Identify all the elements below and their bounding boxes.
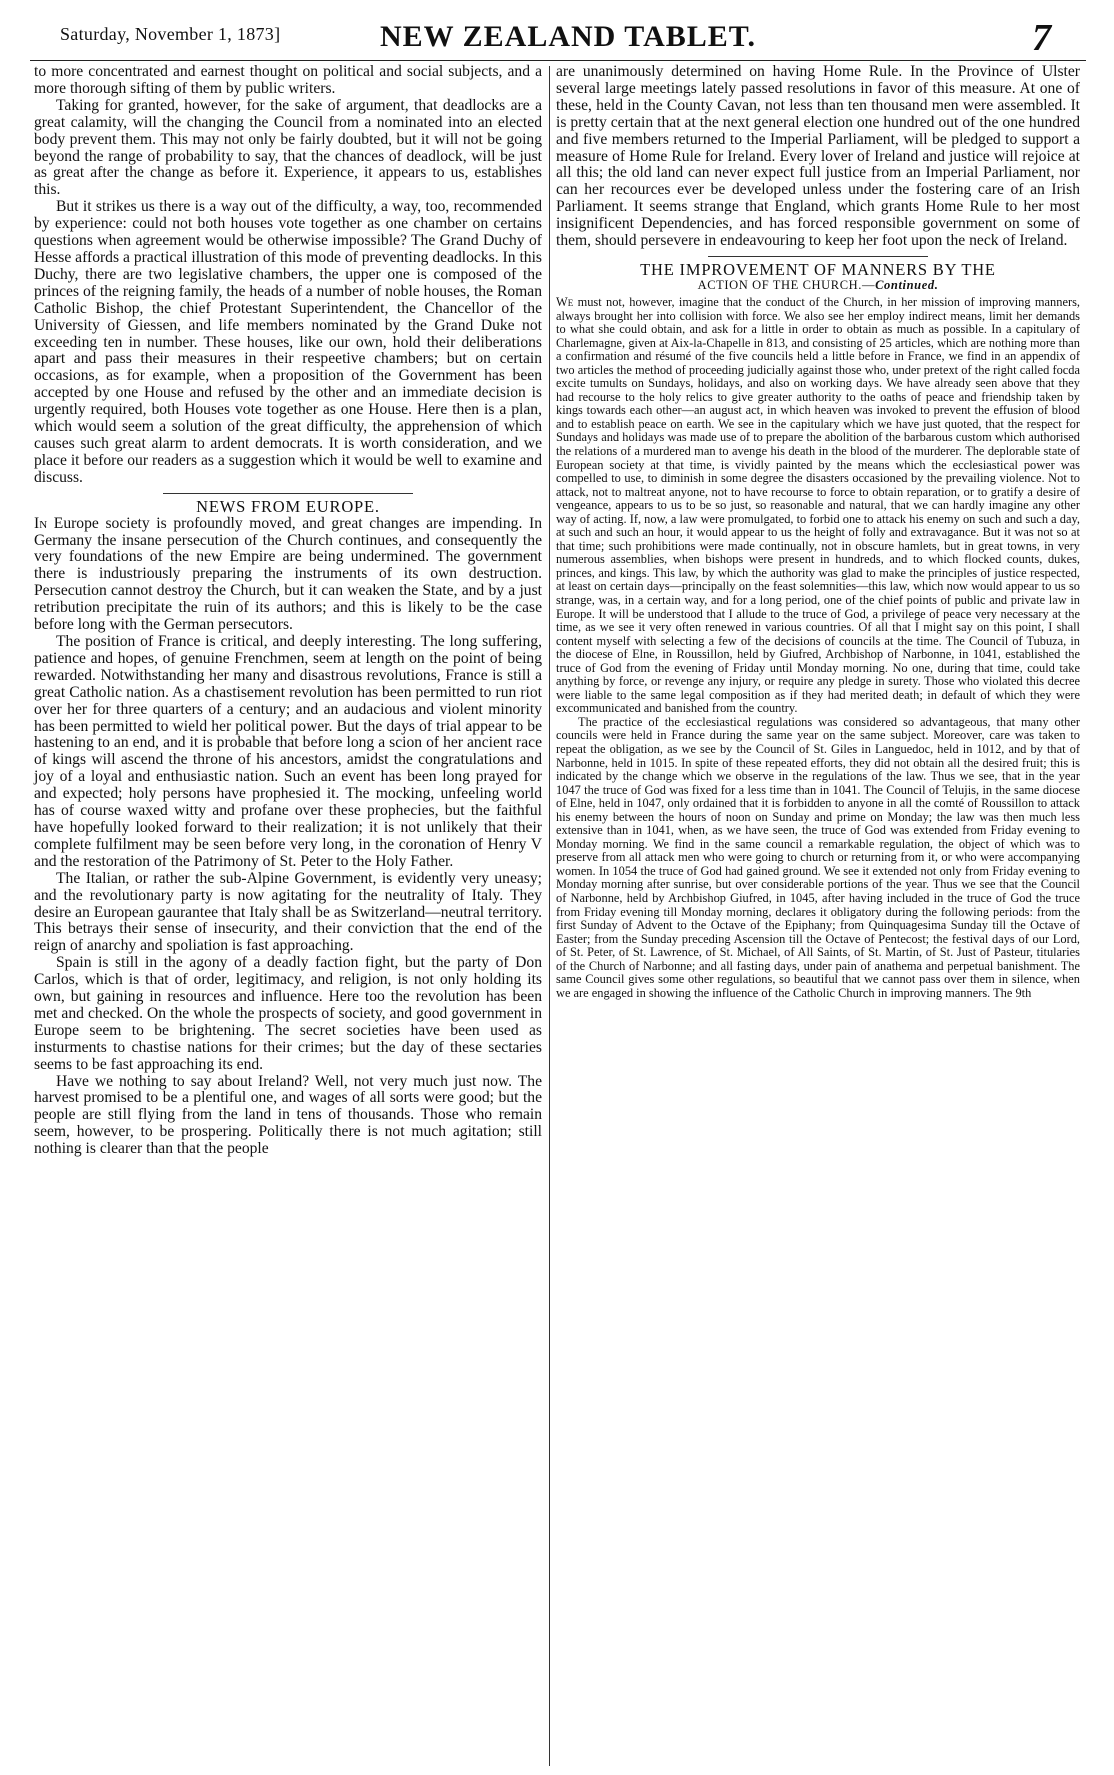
article-subheading-text: ACTION OF THE CHURCH.— (697, 277, 876, 292)
newspaper-title: NEW ZEALAND TABLET. (380, 20, 757, 53)
column-divider (549, 66, 550, 1766)
article-first-word: We (556, 294, 574, 309)
news-paragraph: The position of France is critical, and deeply interesting. The long suffering, patience and hopes, of genuine Frenchmen, seem at length on the point of being rewarded. Notwithstanding her many and disastrous revolutions, France is still a great Catholic nation. As a chastisement revolution has been permitted to run riot over her for three quarters of a century; and an audacious and violent minority has been permitted to wield her political power. But the days of trial appear to be hastening to an end, and it is probable that before long a scion of her ancient race of kings will ascend the throne of his ancestors, amidst the congratulations and joy of a loyal and enthusiastic nation. Such an event has been long prayed for and expected; holy persons have prophesied it. The mocking, unfeeling world has of course waxed witty and profane over these prophecies, but the faithful have hopefully looked forward to their realization; it is not unlikely that their complete fulfilment may be seen before very long, in the coronation of Henry V and the restoration of the Patrimony of St. Peter to the Holy Father. (34, 633, 542, 870)
news-paragraph: Have we nothing to say about Ireland? Well, not very much just now. The harvest promised to be a plentiful one, and wages of all sorts were good; but the people are still flying from the land in tens of thousands. Those who remain seem, however, to be prospering. Politically there is not much agitation; still nothing is clearer than that the people (34, 1072, 542, 1158)
news-paragraph: Spain is still in the agony of a deadly faction fight, but the party of Don Carlos, which is that of order, legitimacy, and religion, is not only holding its own, but gaining in resources and influence. Here too the revolution has been met and checked. On the whole the prospects of society, and good government in Europe seem to be brightening. The secret societies have been used as insturments to chastise nations for their crimes; but the day of these sectaries seems to be fast approaching its end. (34, 954, 542, 1073)
section-rule (163, 493, 413, 494)
news-paragraph-text: Europe society is profoundly moved, and great changes are impending. In Germany the insane persecution of the Church continues, and consequently the very foundations of the new Empire are being undermined. The government there is industriously preparing the instruments of its own destruction. Persecution cannot destroy the Church, but it can weaken the State, and by a just retribution precipitate the ruin of its authors; and this is likely to be the case before long with the German persecutors. (34, 514, 543, 634)
ireland-paragraph: are unanimously determined on having Home Rule. In the Province of Ulster several large meetings lately passed resolutions in favor of this measure. At one of these, held in the County Cavan, not less than ten thousand men were assembled. It is pretty certain that at the next general election one hundred out of the one hundred and five members returned to the Imperial Parliament, will be pledged to support a measure of Home Rule for Ireland. Every lover of Ireland and justice will rejoice at all this; the old land can never expect full justice from an Imperial Parliament, nor can her recources ever be developed unless under the fostering care of an Irish Parliament. It seems strange that England, which grants Home Rule to her most insignificent Dependencies, and has forced responsible government on some of them, should persevere in endeavouring to keep her foot upon the neck of Ireland. (556, 63, 1080, 250)
right-column (556, 64, 1080, 1000)
editorial-paragraph: Taking for granted, however, for the sake of argument, that deadlocks are a great calamity, will the changing the Council from a nominated into an elected body prevent them. This may not only be fairly doubted, but it will not be going beyond the range of probability to say, that the chances of deadlock, will be just as great after the change as before it. Experience, it appears to us, establishes this. (34, 96, 542, 199)
news-paragraph (34, 516, 542, 634)
news-first-word: In (34, 514, 48, 532)
continued-label: Continued. (875, 277, 939, 292)
left-column (34, 64, 542, 1158)
section-rule (708, 256, 928, 257)
article-paragraph: The practice of the ecclesiastical regulations was considered so advantageous, that many other councils were held in France during the same year on the same subject. Moreover, care was taken to repeat the obligation, as we see by the Council of St. Giles in Languedoc, held in 1012, and by that of Narbonne, held in 1015. In spite of these repeated efforts, they did not obtain all the desired fruit; this is indicated by the change which we observe in the regulations of the law. Thus we see, that in the year 1047 the truce of God was fixed for a less time than in 1041. The Council of Telujis, in the same diocese of Elne, held in 1047, only ordained that it is forbidden to anyone in all the comté of Roussillon to attack his enemy between the hours of noon on Sunday and prime on Monday; the law was then much less extensive than in 1041, when, as we have seen, the truce of God was extended from Friday evening to Monday morning. We find in the same council a remarkable regulation, the object of which was to preserve from all attack men who were going to church or returning from it, or who were accompanying women. In 1054 the truce of God had gained ground. We see it extended not only from Friday evening to Monday morning after sunrise, but over considerable portions of the year. Thus we see that the Council of Narbonne, held by Archbishop Giufred, in 1045, after having included in the truce of God the truce from Friday evening till Monday morning, declares it obligatory during the following periods: from the first Sunday of Advent to the Octave of the Epiphany; from Quinquagesima Sunday till the Octave of Easter; from the Sunday preceding Ascension till the Octave of Pentecost; the festival days of our Lord, of St. Peter, of St. Lawrence, of St. Michael, of All Saints, of St. Martin, of St. Just of Pasteur, titularies of the Church of Narbonne; and all fasting days, under pain of anathema and perpetual banishment. The same Council gives some other regulations, so beautiful that we cannot pass over them in silence, when we are engaged in showing the influence of the Catholic Church in improving manners. The 9th (556, 714, 1080, 1000)
page-number: 7 (1032, 17, 1051, 59)
editorial-paragraph: to more concentrated and earnest thought on political and social subjects, and a more thorough sifting of them by public writers. (34, 63, 542, 97)
masthead (0, 0, 1114, 60)
masthead-rule (30, 60, 1086, 61)
news-heading: NEWS FROM EUROPE. (196, 496, 380, 516)
editorial-paragraph: But it strikes us there is a way out of the difficulty, a way, too, recommended by experience: could not both houses vote together as one chamber on certains questions when agreement would be otherwise impossible? The Grand Duchy of Hesse affords a practical illustration of this mode of preventing deadlocks. In this Duchy, there are two legislative chambers, the upper one is composed of the princes of the reigning family, the heads of a number of noble houses, the Roman Catholic Bishop, the chief Protestant Superintendent, the Chancellor of the University of Giessen, and life members nominated by the Grand Duke not exceeding ten in number. These houses, like our own, hold their deliberations apart and pass their measures in their respeetive chambers; but on certain occasions, as for example, when a proposition of the Government has been accepted by one House and refused by the other and an immediate decision is urgently required, both Houses vote together as one House. Here then is a plan, which would seem a solution of the great difficulty, the apprehension of which causes such great alarm to ardent democrats. It is worth consideration, and we place it before our readers as a suggestion which it would be well to examine and discuss. (34, 198, 542, 486)
article-paragraph-text: must not, however, imagine that the conduct of the Church, in her mission of improving manners, always brought her into collision with force. We also see her employ indirect means, limit her demands to what she could obtain, and ask for a little in order to obtain as much as possible. In a capitulary of Charlemagne, given at Aix-la-Chapelle in 813, and consisting of 25 articles, which are nothing more than a confirmation and résumé of the five councils held a little before in France, we find in an appendix of two articles the method of proceeding judicially against those who, under pretext of the right called focda excite tumults on Sundays, holidays, and also on working days. We have already seen above that they had recourse to the holy relics to give greater authority to the oaths of peace and friendship taken by kings towards each other—an august act, in which heaven was invoked to prevent the effusion of blood and to establish peace on earth. We see in the capitulary which we have just quoted, that the respect for Sundays and holidays was made use of to prepare the abolition of the barbarous custom which authorised the relations of a murdered man to avenge his death in the blood of the murderer. The deplorable state of European society at that time, is vividly painted by the means which the ecclesiastical power was compelled to use, to diminish in some degree the disasters occasioned by the prevailing violence. Not to attack, not to maltreat anyone, not to have recourse to force to obtain reparation, or to gratify a desire of vengeance, appears to us to be so just, so reasonable and natural, that we can hardly imagine any other way of acting. If, now, a law were promulgated, to forbid one to attack his enemy on such and such a day, at such and such an hour, it would appear to us the height of folly and extravagance. But it was not so at that time; such prohibitions were made continually, not in obscure hamlets, but in great towns, in very numerous assemblies, when bishops were present in hundreds, and to which flocked counts, dukes, princes, and kings. This law, by which the authority was glad to make the principles of justice respected, at least on certain days—principally on the feast solemnities—this law, which now would appear to us so strange, was, in a certain way, and for a long period, one of the chief points of public and private law in Europe. It will be understood that I allude to the truce of God, a privilege of peace very necessary at the time, as we see it very often renewed in various countries. Of all that I might say on this point, I shall content myself with selecting a few of the decisions of councils at the time. The Council of Tubuza, in the diocese of Elne, in Roussillon, held by Giufred, Archbishop of Narbonne, in 1041, established the truce of God from the evening of Friday until Monday morning. No one, during that time, could take anything by force, or revenge any injury, or require any pledge in surety. Those who violated this decree were liable to the same legal composition as if they had merited death; in default of which they were excommunicated and banished from the country. (556, 294, 1080, 716)
article-heading: THE IMPROVEMENT OF MANNERS BY THE (640, 259, 996, 279)
article-paragraph (556, 296, 1080, 716)
article-subheading (556, 279, 1080, 292)
news-paragraph: The Italian, or rather the sub-Alpine Government, is evidently very uneasy; and the revolutionary party is now agitating for the neutrality of Italy. They desire an European gaurantee that Italy shall be as Switzerland—neutral territory. This betrays their sense of insecurity, and their conviction that the end of the reign of anarchy and spoliation is fast approaching. (34, 869, 542, 955)
issue-date: Saturday, November 1, 1873] (60, 24, 281, 44)
